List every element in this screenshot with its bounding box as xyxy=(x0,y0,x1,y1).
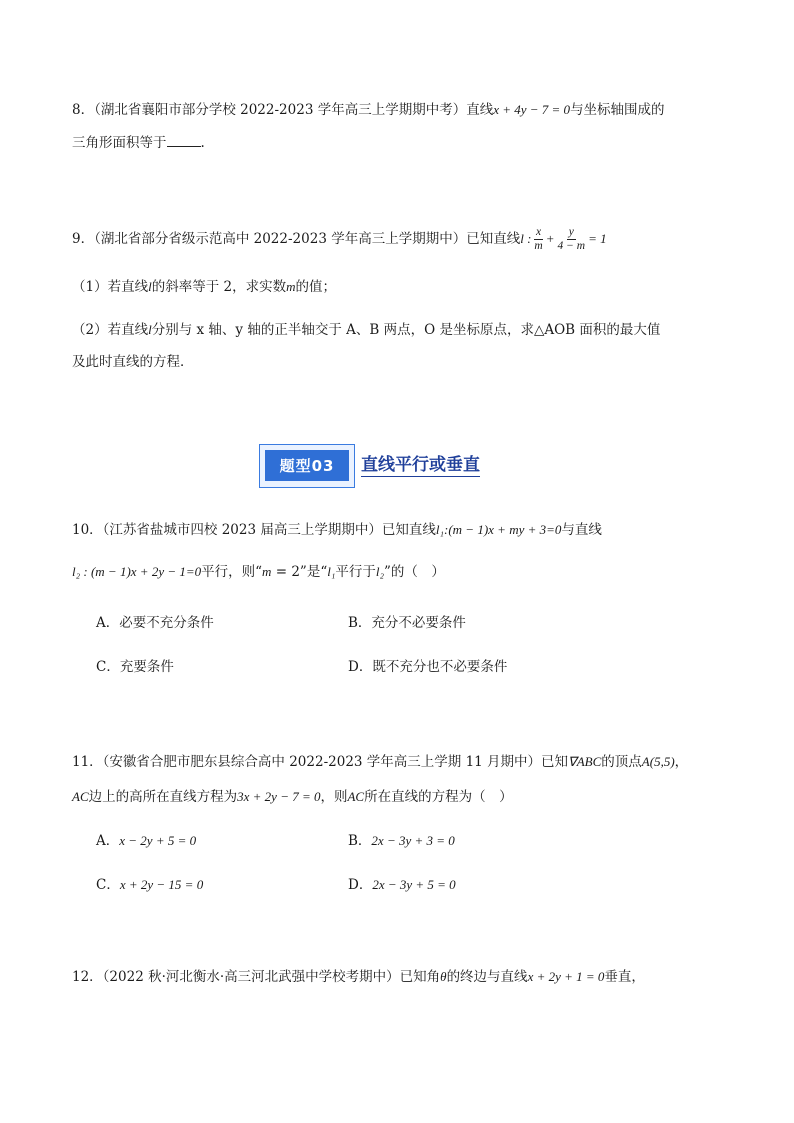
q11-line2 xyxy=(72,787,513,807)
option-label: A． xyxy=(96,833,120,849)
q12-tail: 垂直， xyxy=(604,969,645,985)
q10-stem xyxy=(72,520,602,540)
q11-point-a: A(5,5) xyxy=(641,754,675,769)
q9-part1-text: （1）若直线 xyxy=(72,279,149,295)
q9-part1 xyxy=(72,277,336,297)
q10-tail: ”的（ ） xyxy=(384,564,445,580)
q10-line2-text: 平行，则“ xyxy=(201,564,263,580)
section-title: 直线平行或垂直 xyxy=(361,455,480,475)
q9-part2 xyxy=(72,320,660,340)
q9-part2-line2-text: 及此时直线的方程． xyxy=(72,354,194,370)
q12-theta: θ xyxy=(440,969,447,984)
option-equation: x + 2y − 15 = 0 xyxy=(119,877,204,892)
q8-line2-text: 三角形面积等于 xyxy=(72,135,167,151)
q11-stem-mid: 的顶点 xyxy=(601,754,642,770)
plus-sign: + xyxy=(545,231,555,246)
option-label: C． xyxy=(96,877,120,893)
q9-stem xyxy=(72,224,607,254)
q11-option-a[interactable] xyxy=(96,831,196,851)
q11-ac: AC xyxy=(72,789,89,804)
q10-parallel-text: 平行于 xyxy=(335,564,376,580)
q9-part1-tail: 的值； xyxy=(295,279,336,295)
q9-part1-l: l xyxy=(148,279,152,294)
q10-condition: = 2”是“ xyxy=(271,564,328,580)
q10-line2-equation: l₂ : (m − 1)x + 2y − 1=0 xyxy=(72,564,202,579)
q11-comma: ， xyxy=(674,754,689,770)
q11-stem xyxy=(72,752,688,772)
q10-l2: l₂ xyxy=(375,564,385,579)
q8-stem-text-tail: 与坐标轴围成的 xyxy=(570,102,665,118)
q10-option-b[interactable]: B．充分不必要条件 xyxy=(348,615,466,631)
answer-blank xyxy=(167,134,201,147)
q11-option-d[interactable] xyxy=(348,875,456,895)
option-equation: 2x − 3y + 5 = 0 xyxy=(372,877,456,892)
q10-stem-text: 10．（江苏省盐城市四校 2023 届高三上学期期中）已知直线 xyxy=(72,522,436,538)
q9-part2-line2 xyxy=(72,352,194,372)
q9-line-label: l : xyxy=(520,231,532,246)
q8-line2 xyxy=(72,133,205,153)
q9-part1-mid: 的斜率等于 2，求实数 xyxy=(151,279,287,295)
q12-equation: x + 2y + 1 = 0 xyxy=(527,969,605,984)
q8-line1 xyxy=(72,100,665,120)
q11-stem-text: 11．（安徽省合肥市肥东县综合高中 2022-2023 学年高三上学期 11 月期中）已知 xyxy=(72,754,569,770)
q12-stem xyxy=(72,967,645,987)
q8-equation: x + 4y − 7 = 0 xyxy=(493,102,571,117)
q11-tail: 所在直线的方程为（ ） xyxy=(364,789,513,805)
q8-stem-text: 8．（湖北省襄阳市部分学校 2022-2023 学年高三上学期期中考）直线 xyxy=(72,102,494,118)
fraction-denominator: 4 − m xyxy=(557,240,586,252)
q8-period: . xyxy=(200,135,205,151)
q11-triangle: ∇ABC xyxy=(568,754,602,769)
q9-equals-one: = 1 xyxy=(588,231,607,246)
badge-label: 题型03 xyxy=(265,450,349,481)
q10-m: m xyxy=(262,564,272,579)
q10-option-d[interactable]: D．既不充分也不必要条件 xyxy=(348,659,508,675)
option-label: D． xyxy=(348,877,373,893)
section-badge xyxy=(259,444,355,488)
q9-part2-text: （2）若直线 xyxy=(72,322,149,338)
q9-fraction-y xyxy=(556,226,588,253)
q10-option-c[interactable]: C．充要条件 xyxy=(96,659,174,675)
q11-altitude-equation: 3x + 2y − 7 = 0 xyxy=(237,789,321,804)
fraction-denominator: m xyxy=(534,240,543,252)
q10-line1-equation: l₁:(m − 1)x + my + 3=0 xyxy=(435,522,562,537)
q10-option-a[interactable]: A．必要不充分条件 xyxy=(96,615,214,631)
q10-stem-tail: 与直线 xyxy=(561,522,602,538)
q11-option-c[interactable] xyxy=(96,875,203,895)
q9-part2-tail: 分别与 x 轴、y 轴的正半轴交于 A、B 两点，O 是坐标原点，求△AOB 面积的最大值 xyxy=(151,322,661,338)
q9-part2-l: l xyxy=(148,322,152,337)
q10-l1: l₁ xyxy=(327,564,336,579)
option-label: B． xyxy=(348,833,372,849)
q12-stem-text: 12．（2022 秋·河北衡水·高三河北武强中学校考期中）已知角 xyxy=(72,969,441,985)
q11-then: ，则 xyxy=(320,789,348,805)
q9-fraction-x xyxy=(532,226,544,253)
q11-line2-text: 边上的高所在直线方程为 xyxy=(88,789,238,805)
q9-stem-text: 9．（湖北省部分省级示范高中 2022-2023 学年高三上学期期中）已知直线 xyxy=(72,231,521,247)
q10-line2 xyxy=(72,562,445,582)
fraction-numerator: y xyxy=(568,226,574,238)
option-equation: x − 2y + 5 = 0 xyxy=(119,833,197,848)
q12-stem-mid: 的终边与直线 xyxy=(446,969,528,985)
option-equation: 2x − 3y + 3 = 0 xyxy=(371,833,455,848)
fraction-numerator: x xyxy=(536,226,542,238)
q9-part1-m: m xyxy=(286,279,296,294)
q11-ac-2: AC xyxy=(347,789,365,804)
q11-option-b[interactable] xyxy=(348,831,455,851)
